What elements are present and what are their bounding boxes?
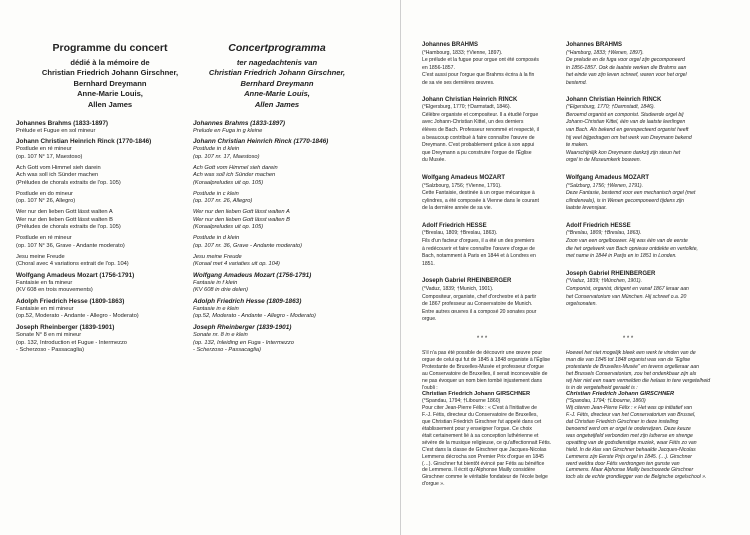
bio-block xyxy=(422,42,572,88)
dedication-line: Christian Friedrich Johann Girschner, xyxy=(41,68,179,78)
bio-dates: (°Hamburg, 1833; †Wenen, 1897). xyxy=(566,49,644,56)
bio-text-line: de sa vie ses dernières œuvres. xyxy=(422,79,495,86)
bio-text-line: Célèbre organiste et compositeur. Il a étudié l'orgue xyxy=(422,111,539,118)
bio-text-line: Le prélude et la fugue pour orgue ont été composés xyxy=(422,57,539,64)
bio-block xyxy=(422,97,572,165)
bio-block xyxy=(422,223,572,269)
bio-text-line: élèves de Bach. Professeur renommé et respecté, il xyxy=(422,126,539,133)
program-line: Postlude in d klein xyxy=(193,146,240,153)
program-line: (op. 107 N° 36, Grave - Andante moderato) xyxy=(16,242,125,249)
bio-text-line: Bach, notamment à Paris en 1844 et à Londres en xyxy=(422,253,536,260)
program-line: Fantaisie en fa mineur xyxy=(16,279,73,286)
program-line: - Scherzoso - Passacaglia) xyxy=(16,347,84,354)
bio-text-line: bestemd. xyxy=(566,79,587,86)
bio-dates: (°Elgersburg, 1770; †Darmstadt, 1846). xyxy=(566,104,655,111)
bio-text-line: die het orgelwerk van Bach opnieuw ontdekte en vertolkte, xyxy=(566,245,698,252)
bio-text-line: cylindres, a été composée à Vienne dans le courant xyxy=(422,197,539,204)
bio-text-line: Dreymann. C'est probablement grâce à son appui xyxy=(422,142,535,149)
program-line: Fantasie in e klein xyxy=(193,305,239,312)
bios-nl xyxy=(566,42,738,319)
program-list-nl xyxy=(193,120,328,355)
program-line: Ach Gott vom Himmel sieh darein xyxy=(16,164,101,171)
bio-name: Wolfgang Amadeus MOZART xyxy=(422,174,505,181)
program-line: (Choral avec 4 variations extrait de l'op. 104) xyxy=(16,261,129,268)
program-line: (KV 608 en trois mouvements) xyxy=(16,287,93,294)
intro-line: orgue de celui qui fut de 1845 à 1848 organiste à l'Église xyxy=(422,356,551,363)
bio-text-line: met name in 1844 in Parijs en in 1851 in Londen. xyxy=(566,253,677,260)
bio-text-line: cilinderwals), is in Wenen gecomponeerd tijdens zijn xyxy=(566,197,684,204)
program-line: Prelude en Fuga in g kleine xyxy=(193,127,263,134)
bio-text-line: de 1867 professeur au Conservatoire de Munich. xyxy=(422,301,533,308)
bio-text-line: à redécouvrir et faire connaître l'œuvre d'orgue de xyxy=(422,245,535,252)
composer-heading: Adolph Friedrich Hesse (1809-1863) xyxy=(16,298,125,306)
bio-name: Joseph Gabriel RHEINBERGER xyxy=(422,278,512,285)
girschner-body-line: hield. In de klas van Girschner behaalde Jacques-Nicolas xyxy=(566,446,696,453)
composer-heading: Joseph Rheinberger (1839-1901) xyxy=(16,324,115,332)
bio-text-line: Cette Fantaisie, destinée à un orgue mécanique à xyxy=(422,190,535,197)
composer-heading: Adolph Friedrich Hesse (1809-1863) xyxy=(193,298,302,306)
bio-text-line: 1851. xyxy=(422,260,435,267)
bio-dates: (°Hambourg, 1833; †Vienne, 1897). xyxy=(422,49,503,56)
program-title-fr: Programme du concert xyxy=(52,42,168,54)
bio-name: Johann Christian Heinrich RINCK xyxy=(566,96,662,103)
intro-line: au Conservatoire de Bruxelles, il serait inconcevable de xyxy=(422,370,548,377)
bio-text-line: Compositeur, organiste, chef d'orchestre et à partir xyxy=(422,293,537,300)
bio-name: Adolf Friedrich HESSE xyxy=(566,222,631,229)
intro-line: ne pas évoquer un nom bien tombé injustement dans xyxy=(422,377,543,384)
bio-text-line: C'est aussi pour l'orgue que Brahms écrira à la fin xyxy=(422,72,535,79)
bio-block xyxy=(422,278,572,324)
girschner-body-line: F.-J. Fétis, directeur du Conservatoire de Bruxelles, xyxy=(422,412,538,419)
girschner-body-line: F.-J. Fétis, directeur van het Conservatorium van Brussel, xyxy=(566,412,696,419)
girschner-body-line: was ongetwijfeld verbonden met zijn lutherse en strenge xyxy=(566,432,693,439)
bio-block xyxy=(566,42,738,88)
bio-text-line: Componist, organist, dirigent en vanaf 1867 leraar aan xyxy=(566,286,689,293)
program-line: Jesu meine Freude xyxy=(193,253,242,260)
program-line: (op.52, Moderato - Andante - Allegro - Moderato) xyxy=(193,313,316,320)
program-line: (Préludes de chorals extraits de l'op. 105) xyxy=(16,224,121,231)
girschner-body-line: toch als de echte grondlegger van de Belgische orgelschool ». xyxy=(566,474,707,481)
girschner-body-line: que Christian Friedrich Girschner fut appelé dans cet xyxy=(422,419,542,426)
program-line: (Koraalpreludes uit op. 105) xyxy=(193,224,264,231)
dedication-line: dédié à la mémoire de xyxy=(70,58,150,67)
bio-text-line: de la dernière année de sa vie. xyxy=(422,205,492,212)
bio-text-line: orgel in de Museumkerk bouwen. xyxy=(566,157,642,164)
girschner-body-line: benoemd werd om er orgel te onderwijzen. Deze keuze xyxy=(566,425,691,432)
program-line: (Koraal met 4 variaties uit op. 104) xyxy=(193,261,280,268)
program-line: Ach was soll ich Sünder machen xyxy=(16,172,99,179)
program-line: Wer nur den lieben Gott lässt walten A xyxy=(16,209,113,216)
composer-heading: Johannes Brahms (1833-1897) xyxy=(16,120,108,127)
program-line: Wer nur den lieben Gott lässt walten B xyxy=(16,216,113,223)
bio-text-line: Beroemd organist en componist. Studeerde orgel bij xyxy=(566,111,684,118)
bio-text-line: hij veel bijgedragen om het werk van Dreymann bekend xyxy=(566,134,692,141)
program-line: Postlude en ré mineur xyxy=(16,146,72,153)
dedication-line: Anne-Marie Louis, xyxy=(244,89,310,99)
program-line: (Préludes de chorals extraits de l'op. 105) xyxy=(16,179,121,186)
girschner-body-line: de Lemmens. Il écrit qu'Alphonse Mailly considère xyxy=(422,467,536,474)
program-line: (KV 608 in drie delen) xyxy=(193,287,249,294)
program-line: Ach Gott vom Himmel sieh darein xyxy=(193,164,278,171)
bio-text-line: Entre autres œuvres il a composé 20 sonates pour xyxy=(422,308,537,315)
bio-text-line: Fils d'un facteur d'orgues, il a été un des premiers xyxy=(422,238,535,245)
dedication-fr xyxy=(25,58,195,110)
bio-name: Johannes BRAHMS xyxy=(422,42,479,48)
bio-text-line: De prelude en de fuga voor orgel zijn gecomponeerd xyxy=(566,57,685,64)
bio-block xyxy=(566,97,738,165)
dedication-line: Allen James xyxy=(87,99,133,109)
program-line: (op. 107 nr. 26, Allegro) xyxy=(193,198,253,205)
program-line: Postlude in d klein xyxy=(193,235,240,242)
program-line: Fantaisie en mi mineur xyxy=(16,305,74,312)
bio-name: Johannes BRAHMS xyxy=(566,42,623,48)
dedication-line: ter nagedachtenis van xyxy=(236,58,318,67)
intro-line: S'il n'a pas été possible de découvrir une œuvre pour xyxy=(422,350,543,356)
girschner-body-line: Girschner comme le véritable fondateur de l'école belge xyxy=(422,474,548,481)
program-line: (op.52, Moderato - Andante - Allegro - Moderato) xyxy=(16,313,139,320)
girschner-fr xyxy=(422,350,572,488)
bio-text-line: het einde van zijn leven schreef, waren voor het orgel xyxy=(566,72,687,79)
program-line: Wer nur den lieben Gott lässt walten B xyxy=(193,216,290,223)
program-line: (op. 132, Introduction et Fugue - Intermezzo xyxy=(16,339,127,346)
intro-line: l'oubli : xyxy=(422,384,438,391)
intro-line: het Brussels Conservatorium, zou het ondenkbaar zijn als xyxy=(566,370,697,377)
bio-dates: (°Vaduz, 1839; †München, 1901). xyxy=(566,278,643,285)
bio-block xyxy=(566,175,738,213)
composer-heading: Johannes Brahms (1833-1897) xyxy=(193,120,285,127)
girschner-body-line: Lemmens décrocha son Premier Prix d'orgue en 1845 xyxy=(422,453,544,460)
dedication-line: Christian Friedrich Johann Girschner, xyxy=(208,68,346,78)
bio-text-line: a beaucoup contribué à faire connaître l'œuvre de xyxy=(422,134,535,141)
program-line: Prélude et Fugue en sol mineur xyxy=(16,127,96,134)
program-line: (op. 107 nr. 17, Maestoso) xyxy=(193,153,260,160)
intro-line: protestante de Bruxelles-Musée" en tevens orgelleraar aan xyxy=(566,363,699,370)
bio-text-line: orgelsonaten. xyxy=(566,301,597,308)
program-line: (op. 107 N° 17, Maestoso) xyxy=(16,153,83,160)
girschner-body-line: sévère de la musique religieuse, ce qu'affectionnait Fétis. xyxy=(422,439,552,446)
girschner-body-line: (…). Girschner fut bientôt évincé par Fétis au bénéfice xyxy=(422,460,545,467)
separator-stars-nl: * * * xyxy=(622,336,634,342)
composer-heading: Johann Christian Heinrich Rinck (1770-1846) xyxy=(193,138,329,146)
bio-text-line: Waarschijnlijk kon Dreymann dankzij zijn steun het xyxy=(566,149,681,156)
page-fold xyxy=(400,0,401,535)
bio-text-line: van Bach. Als bekend en gerespecteerd organist heeft xyxy=(566,126,689,133)
bio-text-line: Johann-Christian Kittel, één van de laatste leerlingen xyxy=(566,119,686,126)
bio-name: Wolfgang Amadeus MOZART xyxy=(566,174,649,181)
bio-block xyxy=(566,271,738,309)
girschner-body-line: Pour citer Jean-Pierre Félix : « C'est à l'initiative de xyxy=(422,405,537,412)
bio-dates: (°Breslau, 1809; †Breslau, 1863). xyxy=(566,230,642,237)
bio-block xyxy=(422,175,572,213)
girschner-body-line: d'orgue ». xyxy=(422,481,445,488)
intro-line: Hoewel het niet mogelijk bleek een werk te vinden van de xyxy=(566,350,696,356)
intro-line: Protestante de Bruxelles-Musée et professeur d'orgue xyxy=(422,363,544,370)
program-line: Ach was soll ich Sünder machen xyxy=(193,172,276,179)
bio-text-line: laatste levensjaar. xyxy=(566,205,607,212)
program-line: Postlude in c klein xyxy=(193,190,239,197)
bio-dates: (°Elgersburg, 1770; †Darmstadt, 1846). xyxy=(422,104,511,111)
program-list-fr xyxy=(16,120,151,355)
composer-heading: Johann Christian Heinrich Rinck (1770-1846) xyxy=(16,138,152,146)
girschner-body-line: Wij citeren Jean-Pierre Félix : « Het was op initiatief van xyxy=(566,405,692,412)
bio-block xyxy=(566,223,738,261)
program-title-nl: Concertprogramma xyxy=(228,42,326,54)
bio-dates: (°Salzburg, 1756; †Wenen, 1791). xyxy=(566,182,643,189)
program-line: (op. 132, Inleiding en Fuga - Intermezzo xyxy=(193,339,294,346)
dedication-line: Anne-Marie Louis, xyxy=(77,89,143,99)
composer-heading: Wolfgang Amadeus Mozart (1756-1791) xyxy=(193,271,312,279)
bio-name: Adolf Friedrich HESSE xyxy=(422,222,487,229)
bio-dates: (°Vaduz, 1839; †Munich, 1901). xyxy=(422,286,494,293)
program-line: - Scherzoso - Passacaglia) xyxy=(193,347,261,354)
dedication-line: Bernhard Dreymann xyxy=(73,78,147,88)
girschner-name: Christian Friedrich Johann GIRSCHNER xyxy=(566,391,675,398)
program-line: Postlude en ré mineur xyxy=(16,235,72,242)
intro-line: is in de vergetelheid geraakt is : xyxy=(566,384,638,391)
composer-heading: Wolfgang Amadeus Mozart (1756-1791) xyxy=(16,271,135,279)
program-line: Wer nur den lieben Gott lässt walten A xyxy=(193,209,290,216)
separator-stars-fr: * * * xyxy=(476,336,488,342)
bio-dates: (°Breslau, 1809; †Breslau, 1863). xyxy=(422,230,498,237)
girschner-nl xyxy=(566,350,738,481)
girschner-dates: (°Spandau, 1794; †Libourne, 1860) xyxy=(566,398,646,405)
girschner-name: Christian Friedrich Johann GIRSCHNER xyxy=(422,391,531,398)
program-line: (op. 107 nr. 36, Grave - Andante moderato) xyxy=(193,242,302,249)
bio-text-line: du Musée. xyxy=(422,157,446,164)
dedication-nl xyxy=(192,58,362,110)
girschner-body-line: établissement pour y enseigner l'orgue. Ce choix xyxy=(422,425,532,432)
girschner-body-line: Lemmens. Maar Alphonse Mailly beschouwde Girschner xyxy=(566,467,694,474)
intro-line: man die van 1845 tot 1848 organist was van de "Eglise xyxy=(566,356,691,363)
composer-heading: Joseph Rheinberger (1839-1901) xyxy=(193,324,292,332)
bio-name: Johann Christian Heinrich RINCK xyxy=(422,96,518,103)
program-line: Sonate nr. 8 in e klein xyxy=(193,331,248,338)
bio-name: Joseph Gabriel RHEINBERGER xyxy=(566,270,656,277)
girschner-body-line: Lemmens zijn Eerste Prijs orgel in 1845. (…). Girschner xyxy=(566,453,692,460)
program-line: Fantasie in f klein xyxy=(193,279,238,286)
girschner-dates: (°Spandau, 1794; †Libourne 1860) xyxy=(422,398,501,405)
bio-text-line: que Dreymann a pu construire l'orgue de l'Église xyxy=(422,149,532,156)
program-line: (op. 107 N° 26, Allegro) xyxy=(16,198,76,205)
bio-text-line: orgue. xyxy=(422,316,437,323)
girschner-body-line: werd weldra door Fétis verdrongen ten gunste van xyxy=(566,460,680,467)
bio-dates: (°Salzbourg, 1756; †Vienne, 1791). xyxy=(422,182,502,189)
bio-text-line: het Conservatorium van München. Hij schreef o.a. 20 xyxy=(566,293,687,300)
bio-text-line: te maken. xyxy=(566,142,589,149)
dedication-line: Allen James xyxy=(254,99,300,109)
program-line: (Koraalpreludes uit op. 105) xyxy=(193,179,264,186)
bio-text-line: Zoon van een orgelbouwer. Hij was één van de eerste xyxy=(566,238,688,245)
girschner-body-line: dat Christian Friedrich Girschner in deze instelling xyxy=(566,419,679,426)
bio-text-line: Deze Fantasie, bestemd voor een mechanisch orgel (met xyxy=(566,190,696,197)
girschner-body-line: C'est dans la classe de Girschner que Jacques-Nicolas xyxy=(422,446,547,453)
program-line: Jesu meine Freude xyxy=(16,253,65,260)
girschner-body-line: opvatting van de godsdienstige muziek, waar Fétis zo van xyxy=(566,439,697,446)
program-line: Sonate N° 8 en mi mineur xyxy=(16,331,82,338)
bio-text-line: avec Johann-Christian Kittel, un des derniers xyxy=(422,119,524,126)
bios-fr xyxy=(422,42,572,334)
girschner-body-line: était certainement lié à sa conception luthérienne et xyxy=(422,432,539,439)
intro-line: wij hier niet een naam vermelden die helaas in tere vergetelheid xyxy=(566,377,711,384)
bio-text-line: in 1856-1857. Ook de laatste werken die Brahms aan xyxy=(566,64,687,71)
dedication-line: Bernhard Dreymann xyxy=(240,78,314,88)
bio-text-line: en 1856-1857. xyxy=(422,64,455,71)
program-line: Postlude en do mineur xyxy=(16,190,73,197)
